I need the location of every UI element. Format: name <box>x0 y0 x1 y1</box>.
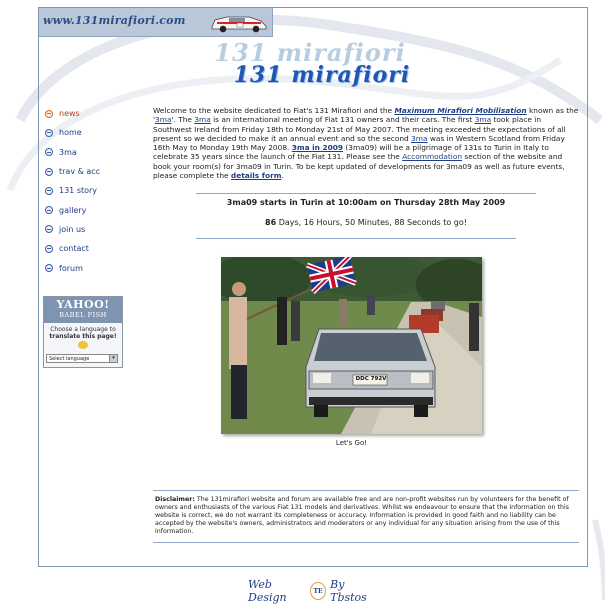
3ma-2009-link[interactable]: 3ma in 2009 <box>291 143 344 153</box>
countdown-days: 86 <box>265 218 277 227</box>
forum-icon <box>45 264 53 272</box>
3ma-link[interactable]: 3ma <box>474 115 492 125</box>
gallery-icon <box>45 206 53 214</box>
web-design-text: Web Design <box>248 578 287 604</box>
divider <box>153 542 579 543</box>
chevron-down-icon: ▾ <box>109 355 117 362</box>
intro-text: took place in Southwest Ireland from Friday 18th to Monday 21st of May 2007. The meeting exceeded the expectations of all present so we decided to make it an annual event and so the second <box>153 115 566 143</box>
language-select-value: Select language <box>49 356 90 362</box>
contact-icon <box>45 245 53 253</box>
3ma-link[interactable]: 3ma <box>194 115 211 125</box>
nav-item-contact[interactable] <box>45 239 100 258</box>
nav-label: home <box>59 128 82 138</box>
license-plate: DDC 792V <box>355 376 387 382</box>
3ma-link[interactable]: 3ma <box>411 133 428 143</box>
site-banner[interactable] <box>39 8 273 37</box>
babel-fish-text: BABEL FISH <box>59 311 107 319</box>
designer-name: By Tbstos <box>330 578 367 604</box>
nav-label: forum <box>59 263 83 273</box>
nav-label: gallery <box>59 205 87 215</box>
intro-text: known as the ' <box>153 106 579 125</box>
intro-text: was in Western Scotland from Friday 16th May to Monday 19th May 2008. <box>153 133 565 153</box>
nav-item-trav-acc[interactable] <box>45 162 100 181</box>
nav-label: contact <box>59 244 89 254</box>
nav-item-gallery[interactable] <box>45 200 100 219</box>
nav-label: join us <box>59 224 86 234</box>
nav-item-3ma[interactable] <box>45 143 100 162</box>
language-select[interactable] <box>46 354 118 363</box>
countdown <box>153 218 579 227</box>
main-nav <box>45 104 100 278</box>
mmm-link[interactable]: Maximum Mirafiori Mobilisation <box>394 106 527 115</box>
divider <box>153 490 579 491</box>
nav-item-home[interactable] <box>45 123 100 142</box>
intro-text: '. The <box>171 115 195 125</box>
countdown-rest: Days, 16 Hours, 50 Minutes, 88 Seconds to go! <box>276 218 467 227</box>
yahoo-babel-fish-logo[interactable] <box>44 297 122 323</box>
yahoo-logo-text: YAHOO! <box>56 298 110 311</box>
intro-text: . <box>281 171 284 181</box>
translate-line-1: Choose a language to <box>50 326 116 333</box>
nav-item-join-us[interactable] <box>45 220 100 239</box>
nav-item-news[interactable] <box>45 104 100 123</box>
3ma-icon <box>45 148 53 156</box>
disclaimer <box>155 496 579 536</box>
babel-fish-widget <box>43 296 123 368</box>
intro-text: section of the website and book your room(s) for 3ma09 in Turin. To be kept updated of developments for 3ma09 as well as future events, please complete the <box>153 152 565 181</box>
nav-label: news <box>59 109 80 119</box>
accommodation-link[interactable]: Accommodation <box>402 152 463 162</box>
nav-item-131-story[interactable] <box>45 181 100 200</box>
nav-label: 131 story <box>59 186 98 196</box>
intro-paragraph <box>153 106 579 180</box>
disclaimer-text: The 131mirafiori website and forum are available free and are non-profit websites run by volunteers for the benefit of owners and enthusiasts of the various Fiat 131 models and derivatives. Whilst we endeavour to ensure that the information on this website is correct, we do not warrant its completeness or accuracy. Information is provided in good faith and no liability can be accepted by the website's owners, administrators and moderators or any individual for any situation arising from the use of this information. <box>155 496 570 535</box>
divider <box>196 238 516 239</box>
designer-logo-icon: TE <box>310 582 326 600</box>
home-icon <box>45 129 53 137</box>
site-title-shadow: 131 mirafiori <box>214 38 406 67</box>
event-start-notice: 3ma09 starts in Turin at 10:00am on Thursday 28th May 2009 <box>226 198 506 207</box>
3ma-link[interactable]: 3ma <box>155 115 172 125</box>
rally-car-icon <box>209 12 269 34</box>
car-meeting-photo <box>221 257 482 434</box>
trav-acc-icon <box>45 168 53 176</box>
nav-label: trav & acc <box>59 167 101 177</box>
fish-icon <box>78 341 88 349</box>
intro-text: Welcome to the website dedicated to Fiat's 131 Mirafiori and the <box>153 106 395 115</box>
site-url: www.131mirafiori.com <box>43 14 186 27</box>
divider <box>196 193 536 194</box>
site-title[interactable]: 131 mirafiori <box>233 62 411 88</box>
translate-prompt <box>44 326 122 340</box>
event-photo[interactable] <box>221 257 482 434</box>
nav-label: 3ma <box>59 147 77 157</box>
join-icon <box>45 225 53 233</box>
web-design-credit[interactable] <box>248 578 378 604</box>
nav-item-forum[interactable] <box>45 258 100 277</box>
photo-caption: Let's Go! <box>335 439 368 447</box>
intro-text: is an international meeting of Fiat 131 owners and their cars. The first <box>210 115 475 125</box>
story-icon <box>45 187 53 195</box>
details-form-link[interactable]: details form <box>230 171 282 181</box>
intro-text: (3ma09) will be a pilgrimage of 131s to Turin in Italy to celebrate 35 years since the launch of the Fiat 131. Please see the <box>153 143 549 162</box>
disclaimer-label: Disclaimer: <box>155 496 195 503</box>
translate-line-2: translate this page! <box>49 333 117 340</box>
news-icon <box>45 110 53 118</box>
